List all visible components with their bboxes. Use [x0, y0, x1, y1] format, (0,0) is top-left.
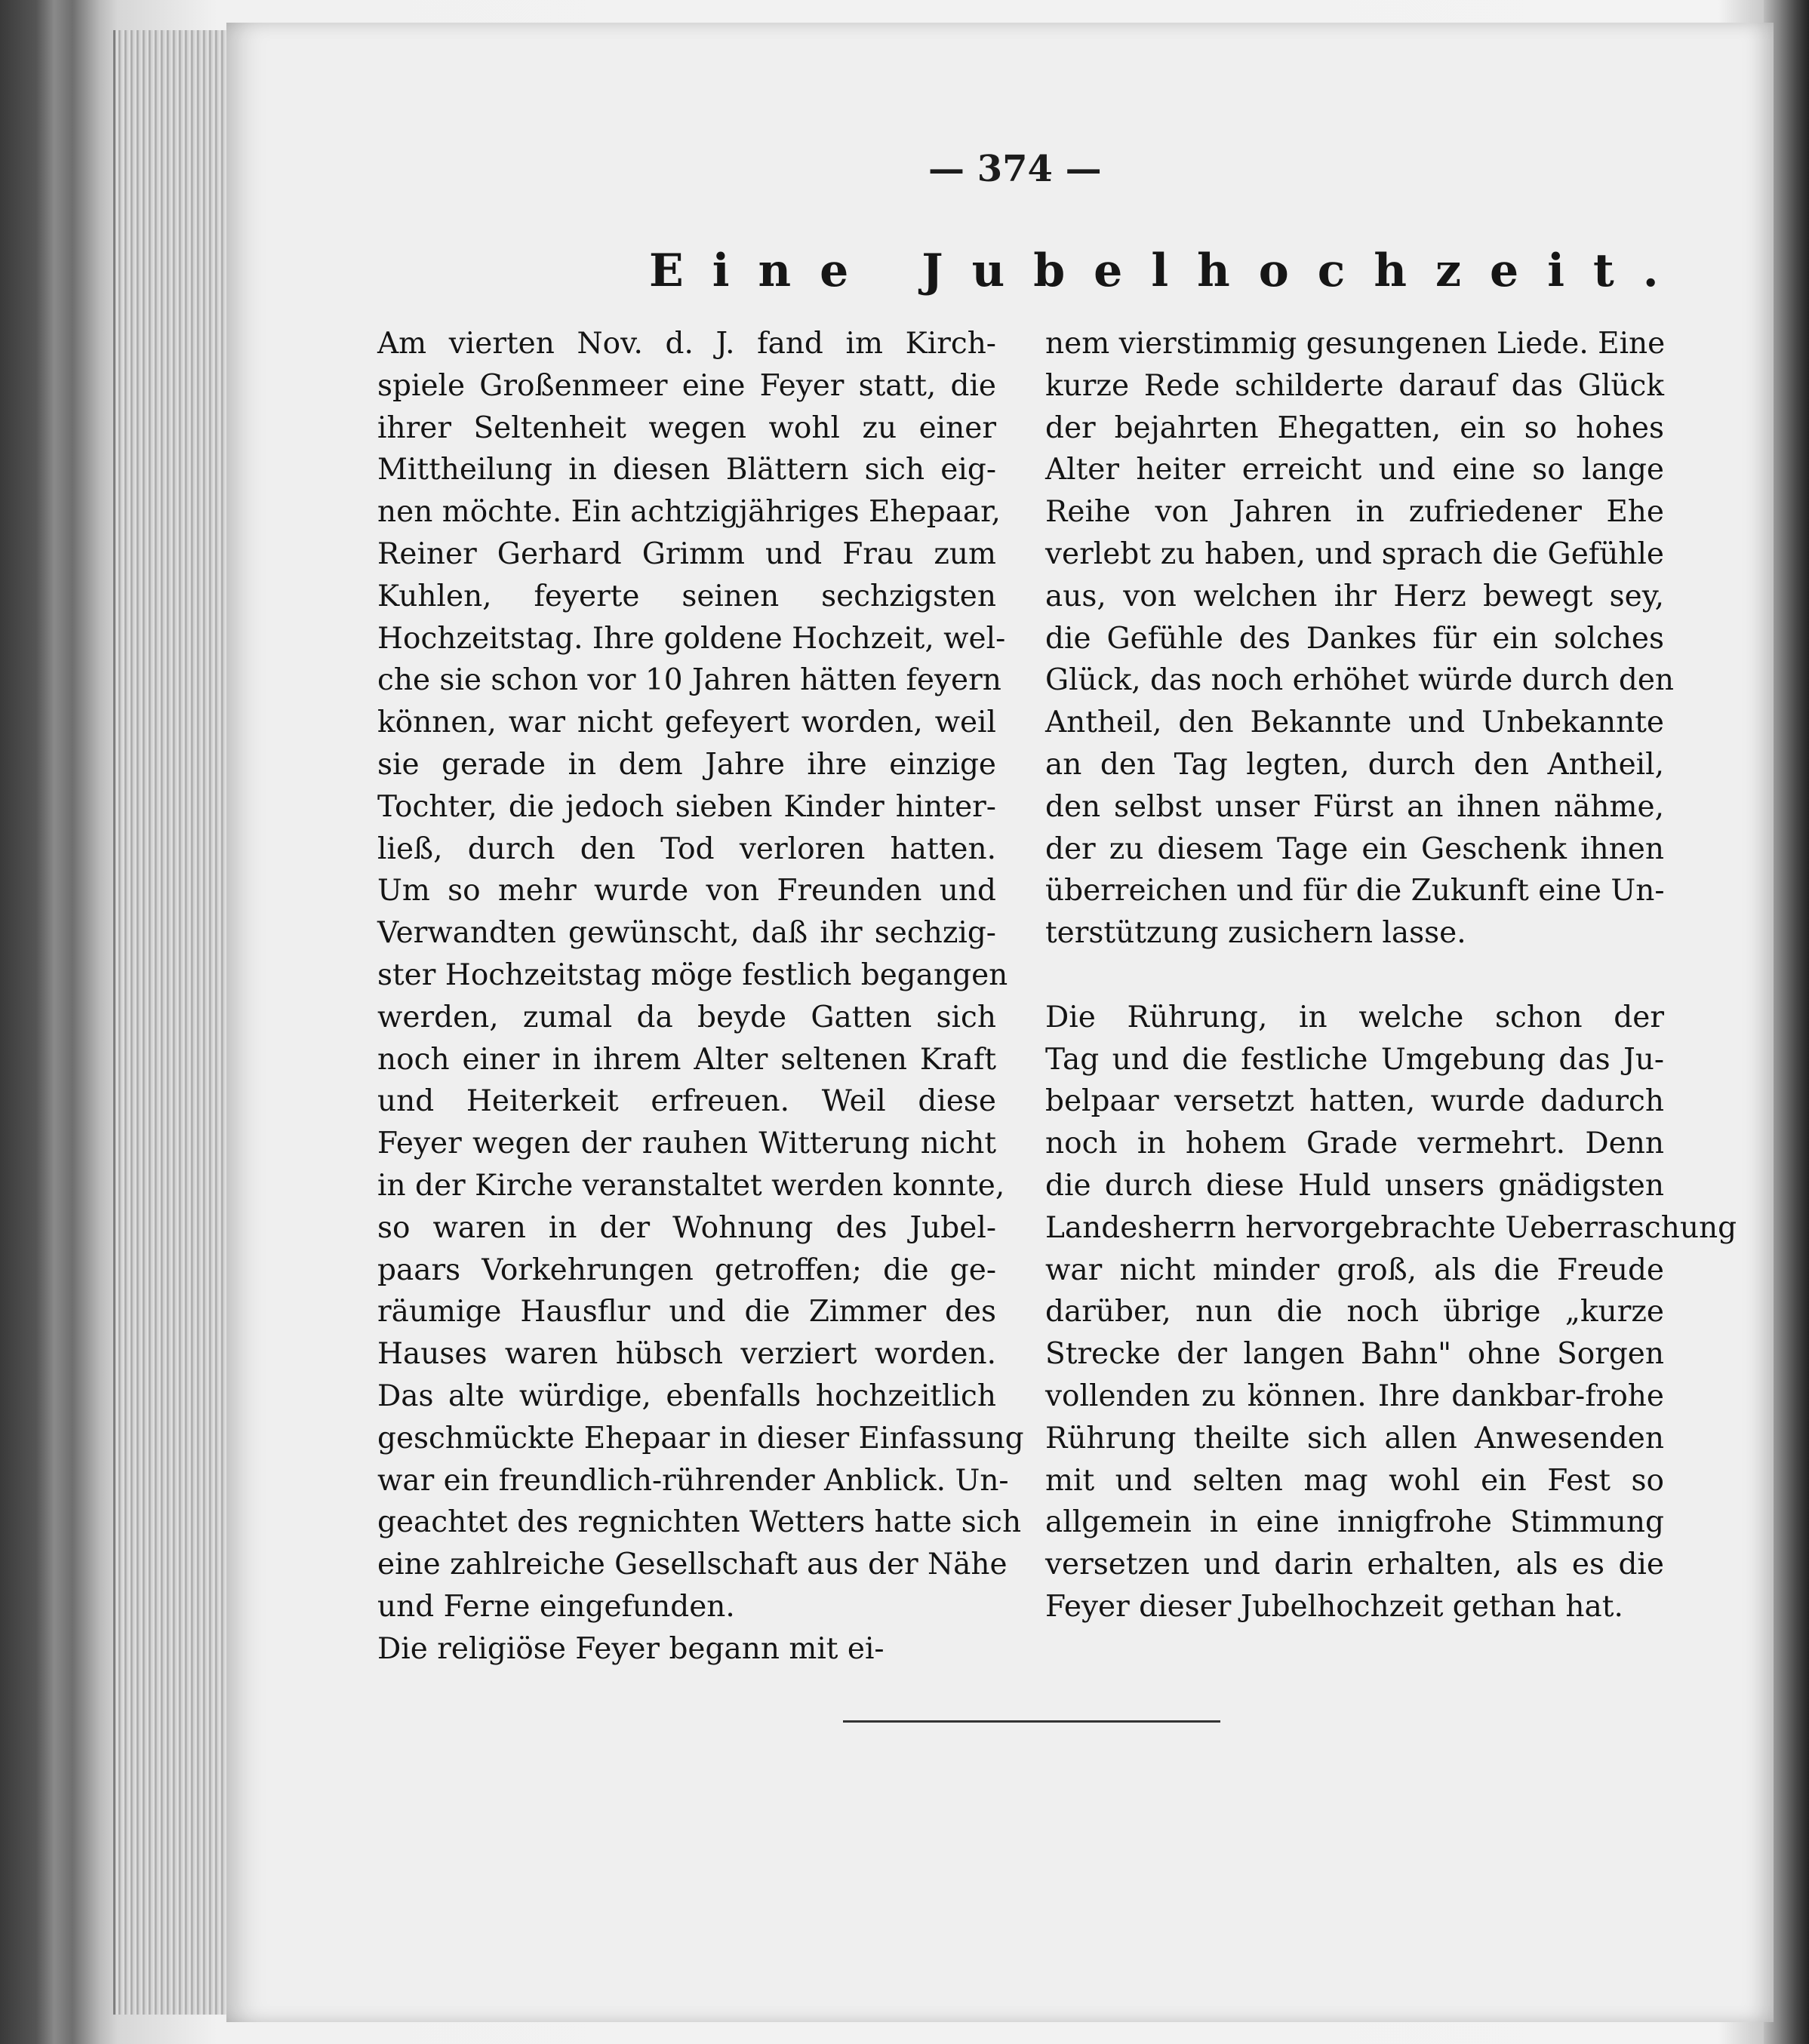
text-line: kurze Rede schilderte darauf das Glück — [1045, 368, 1664, 403]
text-line: spiele Großenmeer eine Feyer statt, die — [377, 368, 996, 403]
text-line: der bejahrten Ehegatten, ein so hohes — [1045, 410, 1664, 445]
text-line: war nicht minder groß, als die Freude — [1045, 1253, 1664, 1287]
text-line: nem vierstimmig gesungenen Liede. Eine — [1045, 327, 1666, 361]
text-line: den selbst unser Fürst an ihnen nähme, — [1045, 789, 1664, 824]
text-line: allgemein in eine innigfrohe Stimmung — [1045, 1505, 1664, 1540]
text-line: überreichen und für die Zukunft eine Un- — [1045, 874, 1665, 908]
text-line: und Heiterkeit erfreuen. Weil diese — [377, 1084, 996, 1119]
text-line: die Gefühle des Dankes für ein solches — [1045, 621, 1664, 656]
text-line: Glück, das noch erhöhet würde durch den — [1045, 663, 1675, 698]
text-line: war ein freundlich-rührender Anblick. Un- — [377, 1463, 1009, 1498]
text-line: Antheil, den Bekannte und Unbekannte — [1045, 705, 1664, 740]
text-line: werden, zumal da beyde Gatten sich — [377, 1000, 996, 1034]
text-line: verlebt zu haben, und sprach die Gefühle — [1045, 536, 1664, 571]
text-line: geschmückte Ehepaar in dieser Einfassung — [377, 1421, 1024, 1455]
text-line: terstützung zusichern lasse. — [1045, 916, 1466, 951]
text-line: Reihe von Jahren in zufriedener Ehe — [1045, 495, 1664, 530]
text-line: räumige Hausflur und die Zimmer des — [377, 1295, 996, 1329]
text-line: versetzen und darin erhalten, als es die — [1045, 1548, 1664, 1582]
text-line: noch einer in ihrem Alter seltenen Kraft — [377, 1042, 996, 1077]
text-line: mit und selten mag wohl ein Fest so — [1045, 1463, 1664, 1498]
text-line: sie gerade in dem Jahre ihre einzige — [377, 747, 996, 782]
text-line: der zu diesem Tage ein Geschenk ihnen — [1045, 831, 1664, 866]
text-line: Hochzeitstag. Ihre goldene Hochzeit, wel- — [377, 621, 1006, 656]
text-line: Strecke der langen Bahn" ohne Sorgen — [1045, 1337, 1664, 1372]
text-line: ließ, durch den Tod verloren hatten. — [377, 831, 996, 866]
right-text-column — [1045, 323, 1737, 1628]
text-line: vollenden zu können. Ihre dankbar-frohe — [1045, 1379, 1664, 1413]
text-line: geachtet des regnichten Wetters hatte sich — [377, 1505, 1022, 1540]
text-line: nen möchte. Ein achtzigjähriges Ehepaar, — [377, 495, 1001, 530]
text-line: die durch diese Huld unsers gnädigsten — [1045, 1168, 1664, 1203]
text-line: belpaar versetzt hatten, wurde dadurch — [1045, 1084, 1664, 1119]
text-line: eine zahlreiche Gesellschaft aus der Nähe — [377, 1548, 1008, 1582]
text-line: Tochter, die jedoch sieben Kinder hinter- — [377, 789, 996, 824]
article-title: Eine Jubelhochzeit. — [649, 244, 1687, 297]
text-line: Reiner Gerhard Grimm und Frau zum — [377, 536, 996, 571]
text-line: ihrer Seltenheit wegen wohl zu einer — [377, 410, 996, 445]
text-line: Tag und die festliche Umgebung das Ju- — [1045, 1042, 1664, 1077]
text-line: können, war nicht gefeyert worden, weil — [377, 705, 996, 740]
text-line: Mittheilung in diesen Blättern sich eig- — [377, 453, 996, 487]
text-line: ster Hochzeitstag möge festlich begangen — [377, 957, 1008, 992]
text-line: Am vierten Nov. d. J. fand im Kirch- — [377, 327, 996, 361]
text-line: Die Rührung, in welche schon der — [1045, 1000, 1664, 1034]
end-rule — [843, 1720, 1220, 1723]
text-line: noch in hohem Grade vermehrt. Denn — [1045, 1127, 1664, 1161]
left-text-column — [377, 323, 1024, 1671]
text-line: Hauses waren hübsch verziert worden. — [377, 1337, 996, 1372]
text-line: in der Kirche veranstaltet werden konnte, — [377, 1168, 1005, 1203]
text-line: Landesherrn hervorgebrachte Ueberraschung — [1045, 1210, 1737, 1245]
text-line: darüber, nun die noch übrige „kurze — [1045, 1295, 1664, 1329]
text-line: Alter heiter erreicht und eine so lange — [1045, 453, 1664, 487]
paragraph-gap — [1045, 954, 1664, 997]
text-line: paars Vorkehrungen getroffen; die ge- — [377, 1253, 996, 1287]
text-line: Rührung theilte sich allen Anwesenden — [1045, 1421, 1664, 1455]
text-line: und Ferne eingefunden. — [377, 1589, 735, 1624]
text-line: an den Tag legten, durch den Antheil, — [1045, 747, 1664, 782]
text-line: Kuhlen, feyerte seinen sechzigsten — [377, 579, 996, 613]
text-line: Verwandten gewünscht, daß ihr sechzig- — [377, 916, 996, 951]
text-line: Das alte würdige, ebenfalls hochzeitlich — [377, 1379, 996, 1413]
page-edges — [113, 30, 229, 2015]
text-line: Die religiöse Feyer begann mit ei- — [377, 1631, 885, 1666]
text-line: aus, von welchen ihr Herz bewegt sey, — [1045, 579, 1664, 613]
text-line: Feyer dieser Jubelhochzeit gethan hat. — [1045, 1589, 1623, 1624]
text-line: Feyer wegen der rauhen Witterung nicht — [377, 1127, 996, 1161]
text-line: Um so mehr wurde von Freunden und — [377, 874, 996, 908]
text-line: so waren in der Wohnung des Jubel- — [377, 1210, 996, 1245]
page-number: — 374 — — [928, 148, 1102, 190]
text-line: che sie schon vor 10 Jahren hätten feyern — [377, 663, 1001, 698]
